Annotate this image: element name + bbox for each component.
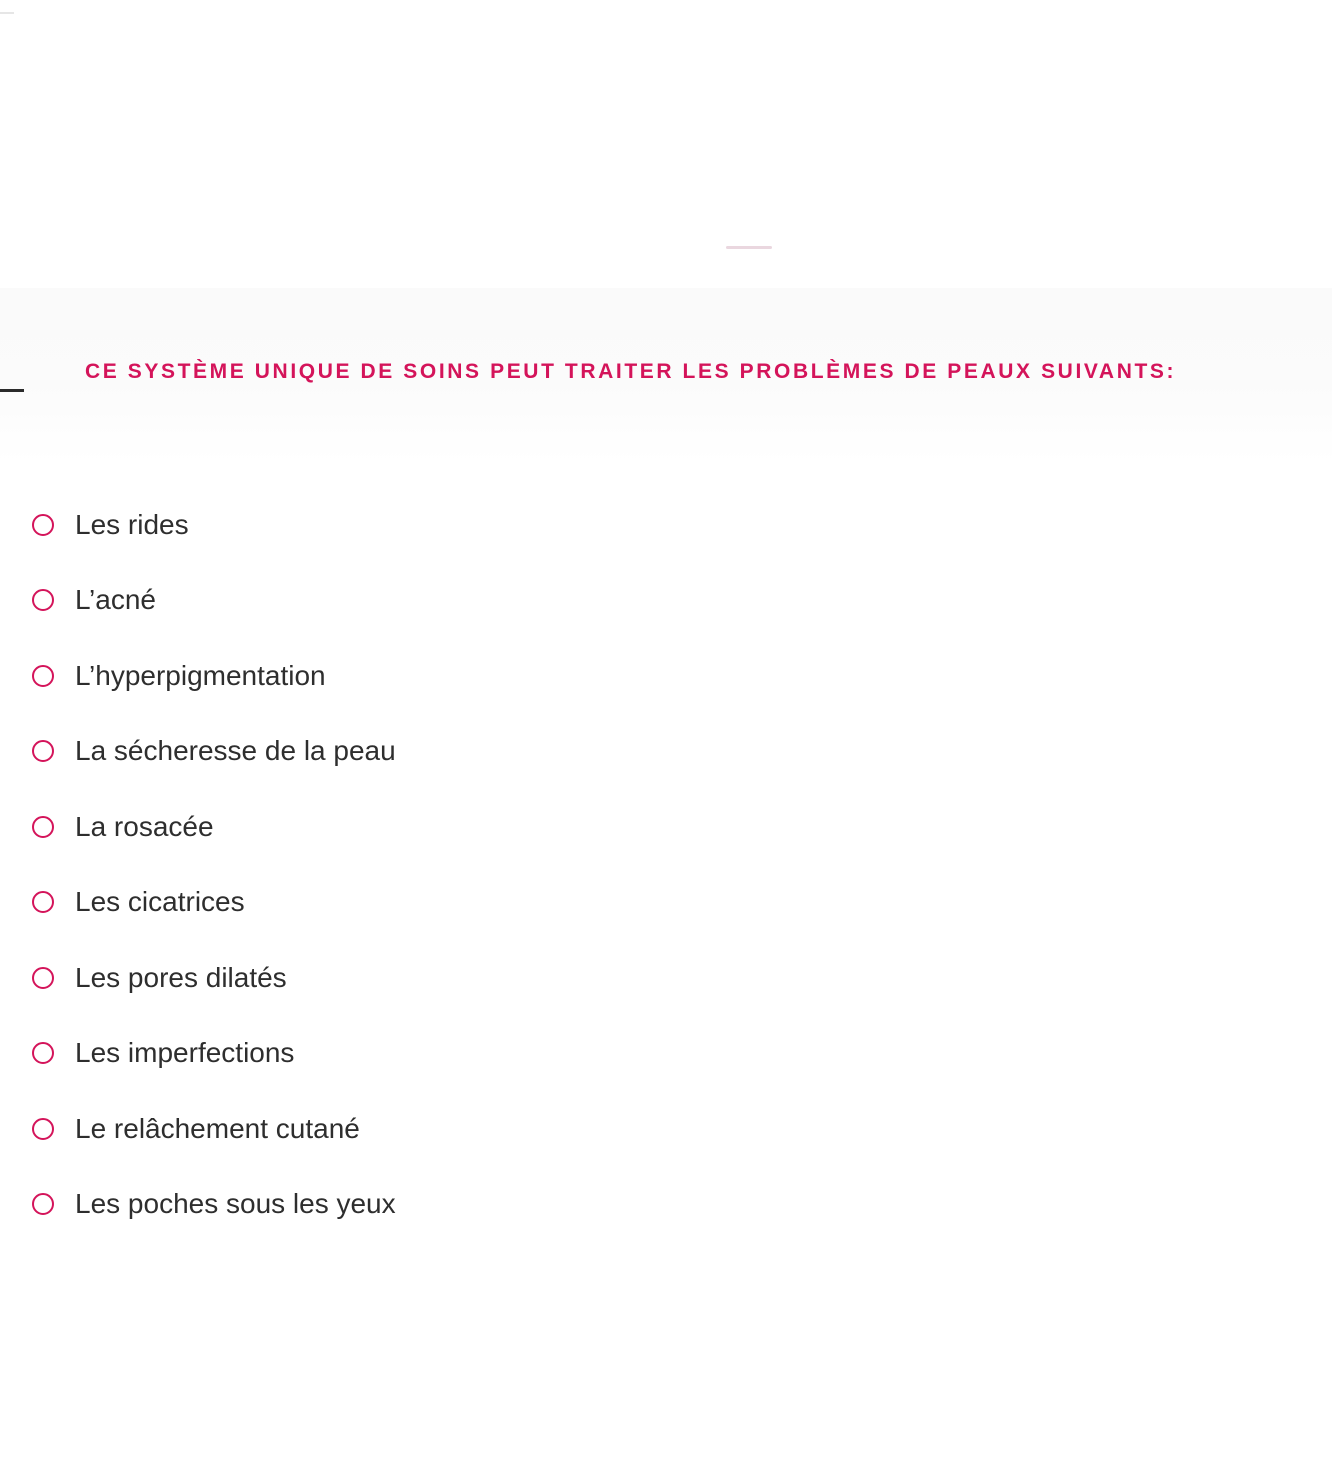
corner-tick-decoration <box>0 12 14 14</box>
list-item-label: Les rides <box>75 508 189 540</box>
radio-circle-icon[interactable] <box>32 740 54 762</box>
list-item[interactable] <box>0 638 1332 714</box>
list-item-label: La rosacée <box>75 810 214 842</box>
list-item-label: La sécheresse de la peau <box>75 735 396 767</box>
list-item[interactable] <box>0 714 1332 790</box>
heading-accent-rule <box>0 389 24 392</box>
radio-circle-icon[interactable] <box>32 1118 54 1140</box>
list-item-label: Les imperfections <box>75 1037 295 1069</box>
list-item[interactable] <box>0 1167 1332 1243</box>
list-item[interactable] <box>0 563 1332 639</box>
list-item[interactable] <box>0 789 1332 865</box>
radio-circle-icon[interactable] <box>32 967 54 989</box>
list-item-label: L’acné <box>75 584 156 616</box>
radio-circle-icon[interactable] <box>32 816 54 838</box>
list-item[interactable] <box>0 1091 1332 1167</box>
page-title: CE SYSTÈME UNIQUE DE SOINS PEUT TRAITER LES PROBLÈMES DE PEAUX SUIVANTS: <box>85 360 1177 383</box>
radio-circle-icon[interactable] <box>32 891 54 913</box>
list-item-label: L’hyperpigmentation <box>75 659 326 691</box>
radio-circle-icon[interactable] <box>32 1042 54 1064</box>
list-item[interactable] <box>0 1016 1332 1092</box>
radio-circle-icon[interactable] <box>32 1193 54 1215</box>
list-item-label: Les cicatrices <box>75 886 245 918</box>
radio-circle-icon[interactable] <box>32 514 54 536</box>
faint-divider-mark <box>726 246 772 249</box>
radio-circle-icon[interactable] <box>32 665 54 687</box>
page-bottom-whitespace <box>0 1280 1332 1477</box>
radio-circle-icon[interactable] <box>32 589 54 611</box>
heading-section <box>0 352 1332 392</box>
list-item[interactable] <box>0 865 1332 941</box>
list-item-label: Le relâchement cutané <box>75 1112 360 1144</box>
list-item[interactable] <box>0 487 1332 563</box>
list-item-label: Les pores dilatés <box>75 961 287 993</box>
skin-problems-option-list <box>0 487 1332 1242</box>
list-item-label: Les poches sous les yeux <box>75 1188 396 1220</box>
list-item[interactable] <box>0 940 1332 1016</box>
page-top-whitespace <box>0 0 1332 288</box>
